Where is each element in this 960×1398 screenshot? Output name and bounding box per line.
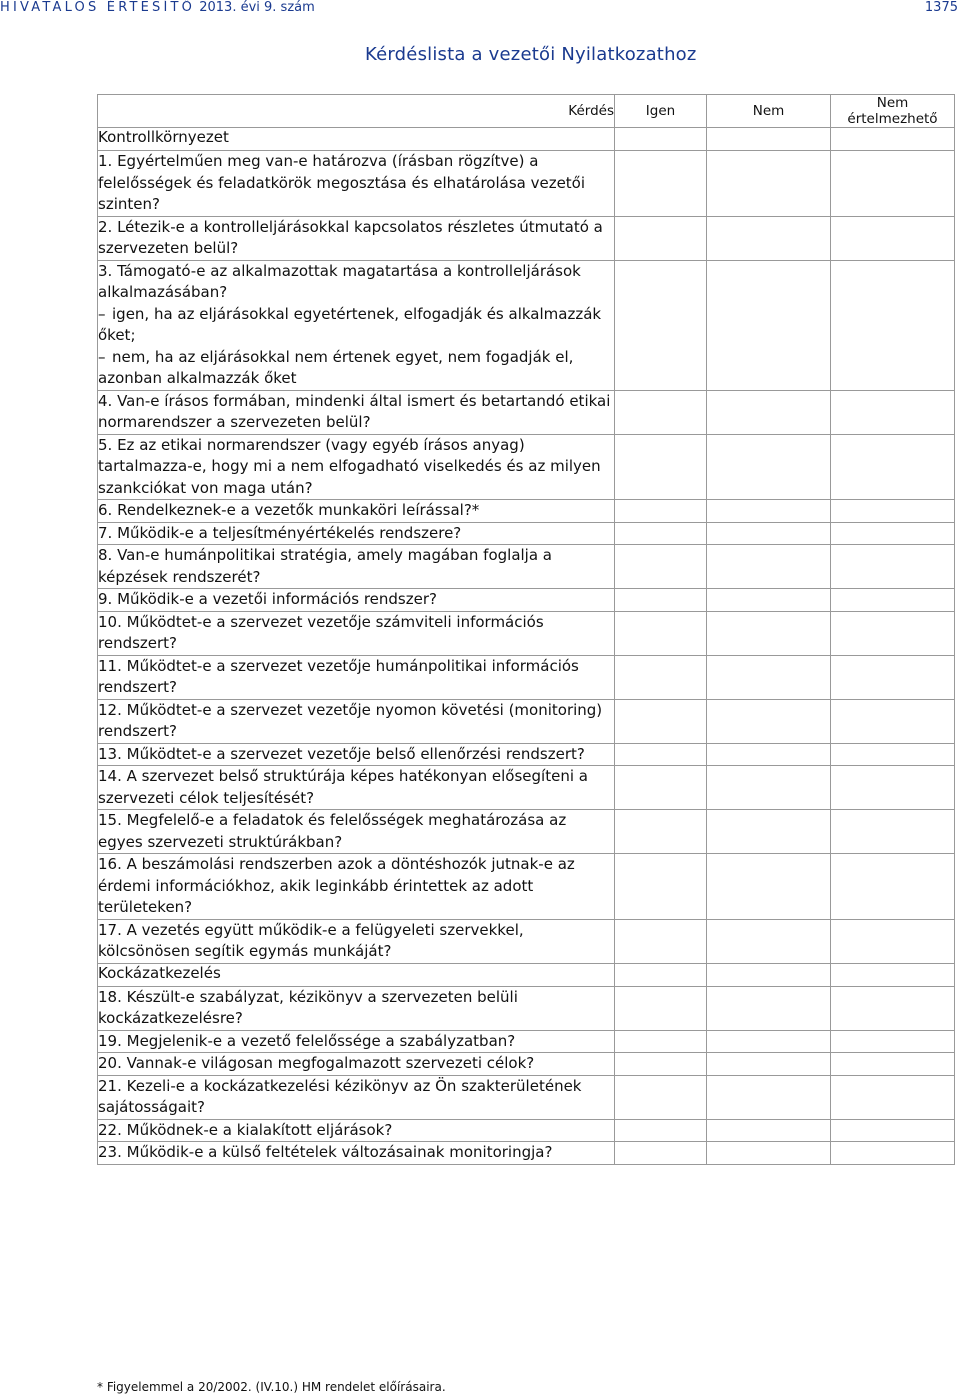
question-text: 19. Megjelenik-e a vezető felelőssége a szabályzatban? — [98, 1030, 615, 1053]
answer-cell-no[interactable] — [707, 390, 831, 434]
question-text: 12. Működtet-e a szervezet vezetője nyomon követési (monitoring) rendszert? — [98, 699, 615, 743]
table-row — [98, 522, 955, 545]
table-row — [98, 743, 955, 766]
table-row — [98, 1053, 955, 1076]
answer-cell-na[interactable] — [831, 589, 955, 612]
question-text: 11. Működtet-e a szervezet vezetője humánpolitikai információs rendszert? — [98, 655, 615, 699]
question-table — [97, 94, 955, 1165]
question-text: 6. Rendelkeznek-e a vezetők munkaköri leírással?* — [98, 500, 615, 523]
answer-cell-na[interactable] — [831, 260, 955, 390]
table-row — [98, 1075, 955, 1119]
answer-cell-no[interactable] — [707, 589, 831, 612]
page-header — [0, 0, 960, 20]
question-text: 9. Működik-e a vezetői információs rendszer? — [98, 589, 615, 612]
answer-cell-no[interactable] — [707, 545, 831, 589]
table-row — [98, 699, 955, 743]
table-row — [98, 589, 955, 612]
answer-cell-na[interactable] — [831, 1119, 955, 1142]
table-row — [98, 1030, 955, 1053]
answer-cell-no[interactable] — [707, 699, 831, 743]
answer-cell-yes[interactable] — [615, 151, 707, 217]
answer-cell-yes[interactable] — [615, 545, 707, 589]
answer-cell-no[interactable] — [707, 743, 831, 766]
answer-cell-na[interactable] — [831, 216, 955, 260]
answer-cell-na[interactable] — [831, 611, 955, 655]
question-text: 18. Készült-e szabályzat, kézikönyv a szervezeten belüli kockázatkezelésre? — [98, 986, 615, 1030]
section-row — [98, 963, 955, 986]
answer-cell-yes[interactable] — [615, 1030, 707, 1053]
table-row — [98, 655, 955, 699]
answer-cell-na[interactable] — [831, 655, 955, 699]
answer-cell-yes[interactable] — [615, 434, 707, 500]
answer-cell-no[interactable] — [707, 128, 831, 151]
journal-name: HIVATALOS ÉRTESÍTŐ — [0, 0, 196, 15]
header-yes: Igen — [615, 95, 707, 128]
answer-cell-no[interactable] — [707, 1142, 831, 1165]
answer-cell-no[interactable] — [707, 434, 831, 500]
question-cell — [98, 260, 615, 390]
answer-cell-yes[interactable] — [615, 986, 707, 1030]
answer-cell-na[interactable] — [831, 766, 955, 810]
answer-cell-yes[interactable] — [615, 854, 707, 920]
answer-cell-no[interactable] — [707, 1119, 831, 1142]
page-number: 1375 — [924, 0, 958, 15]
section-row — [98, 128, 955, 151]
answer-cell-no[interactable] — [707, 611, 831, 655]
question-text: 23. Működik-e a külső feltételek változásainak monitoringja? — [98, 1142, 615, 1165]
question-text: 20. Vannak-e világosan megfogalmazott szervezeti célok? — [98, 1053, 615, 1076]
table-row — [98, 1119, 955, 1142]
table-row — [98, 986, 955, 1030]
option-text: nem, ha az eljárásokkal nem értenek egyet, nem fogadják el, azonban alkalmazzák őket — [98, 347, 574, 387]
answer-cell-no[interactable] — [707, 986, 831, 1030]
answer-cell-na[interactable] — [831, 522, 955, 545]
option-line-no — [98, 347, 614, 390]
answer-cell-yes[interactable] — [615, 655, 707, 699]
issue-label: 2013. évi 9. szám — [199, 0, 315, 15]
answer-cell-na[interactable] — [831, 500, 955, 523]
answer-cell-no[interactable] — [707, 216, 831, 260]
answer-cell-no[interactable] — [707, 766, 831, 810]
answer-cell-yes[interactable] — [615, 589, 707, 612]
answer-cell-yes[interactable] — [615, 963, 707, 986]
answer-cell-na[interactable] — [831, 699, 955, 743]
answer-cell-na[interactable] — [831, 434, 955, 500]
table-row — [98, 216, 955, 260]
table-row — [98, 1142, 955, 1165]
answer-cell-na[interactable] — [831, 151, 955, 217]
table-row — [98, 500, 955, 523]
question-text: 21. Kezeli-e a kockázatkezelési kézikönyv az Ön szakterületének sajátosságait? — [98, 1075, 615, 1119]
answer-cell-na[interactable] — [831, 1075, 955, 1119]
table-row — [98, 611, 955, 655]
answer-cell-yes[interactable] — [615, 1119, 707, 1142]
header-not-applicable: Nem értelmezhető — [831, 95, 955, 128]
answer-cell-no[interactable] — [707, 1075, 831, 1119]
answer-cell-no[interactable] — [707, 1053, 831, 1076]
header-left — [0, 0, 315, 15]
section-label-risk-management: Kockázatkezelés — [98, 963, 615, 986]
question-text: 15. Megfelelő-e a feladatok és felelősségek meghatározása az egyes szervezeti struktúrákban? — [98, 810, 615, 854]
answer-cell-na[interactable] — [831, 810, 955, 854]
question-text: 1. Egyértelműen meg van-e határozva (írásban rögzítve) a felelősségek és feladatkörök megosztása és elhatárolása vezetői szinten? — [98, 151, 615, 217]
question-text: 7. Működik-e a teljesítményértékelés rendszere? — [98, 522, 615, 545]
answer-cell-no[interactable] — [707, 810, 831, 854]
dash-mark: – — [98, 304, 106, 323]
footnote: * Figyelemmel a 20/2002. (IV.10.) HM rendelet előírásaira. — [97, 1380, 446, 1394]
document-title: Kérdéslista a vezetői Nyilatkozathoz — [365, 44, 697, 65]
question-text: 5. Ez az etikai normarendszer (vagy egyéb írásos anyag) tartalmazza-e, hogy mi a nem elfogadható viselkedés és az milyen szankciókat von maga után? — [98, 434, 615, 500]
answer-cell-no[interactable] — [707, 500, 831, 523]
answer-cell-na[interactable] — [831, 1030, 955, 1053]
table-row — [98, 810, 955, 854]
answer-cell-na[interactable] — [831, 963, 955, 986]
table-row — [98, 766, 955, 810]
answer-cell-yes[interactable] — [615, 611, 707, 655]
question-text: 16. A beszámolási rendszerben azok a döntéshozók jutnak-e az érdemi információkhoz, akik leginkább érintettek az adott területeken? — [98, 854, 615, 920]
question-text: 4. Van-e írásos formában, mindenki által ismert és betartandó etikai normarendszer a szervezeten belül? — [98, 390, 615, 434]
question-text: 2. Létezik-e a kontrolleljárásokkal kapcsolatos részletes útmutató a szervezeten belül? — [98, 216, 615, 260]
table-row — [98, 390, 955, 434]
question-text: 22. Működnek-e a kialakított eljárások? — [98, 1119, 615, 1142]
answer-cell-na[interactable] — [831, 1142, 955, 1165]
answer-cell-na[interactable] — [831, 854, 955, 920]
question-text: 14. A szervezet belső struktúrája képes hatékonyan elősegíteni a szervezeti célok teljesítését? — [98, 766, 615, 810]
option-line-yes — [98, 304, 614, 347]
table-row — [98, 854, 955, 920]
answer-cell-yes[interactable] — [615, 1142, 707, 1165]
table-header-row — [98, 95, 955, 128]
question-text: 13. Működtet-e a szervezet vezetője belső ellenőrzési rendszert? — [98, 743, 615, 766]
answer-cell-na[interactable] — [831, 390, 955, 434]
question-text: 17. A vezetés együtt működik-e a felügyeleti szervekkel, kölcsönösen segítik egymás munkáját? — [98, 919, 615, 963]
answer-cell-yes[interactable] — [615, 500, 707, 523]
question-text: 10. Működtet-e a szervezet vezetője számviteli információs rendszert? — [98, 611, 615, 655]
table-row — [98, 260, 955, 390]
answer-cell-no[interactable] — [707, 655, 831, 699]
answer-cell-yes[interactable] — [615, 260, 707, 390]
answer-cell-yes[interactable] — [615, 1075, 707, 1119]
option-text: igen, ha az eljárásokkal egyetértenek, elfogadják és alkalmazzák őket; — [98, 304, 602, 344]
answer-cell-na[interactable] — [831, 1053, 955, 1076]
answer-cell-na[interactable] — [831, 545, 955, 589]
answer-cell-yes[interactable] — [615, 1053, 707, 1076]
section-label-control-environment: Kontrollkörnyezet — [98, 128, 615, 151]
answer-cell-no[interactable] — [707, 151, 831, 217]
answer-cell-yes[interactable] — [615, 743, 707, 766]
table-row — [98, 919, 955, 963]
dash-mark: – — [98, 347, 106, 366]
answer-cell-yes[interactable] — [615, 919, 707, 963]
answer-cell-yes[interactable] — [615, 128, 707, 151]
table-row — [98, 151, 955, 217]
table-row — [98, 434, 955, 500]
answer-cell-na[interactable] — [831, 743, 955, 766]
answer-cell-na[interactable] — [831, 919, 955, 963]
header-no: Nem — [707, 95, 831, 128]
answer-cell-yes[interactable] — [615, 699, 707, 743]
answer-cell-yes[interactable] — [615, 216, 707, 260]
question-text: 8. Van-e humánpolitikai stratégia, amely magában foglalja a képzések rendszerét? — [98, 545, 615, 589]
answer-cell-no[interactable] — [707, 260, 831, 390]
answer-cell-na[interactable] — [831, 986, 955, 1030]
answer-cell-no[interactable] — [707, 919, 831, 963]
answer-cell-yes[interactable] — [615, 766, 707, 810]
answer-cell-na[interactable] — [831, 128, 955, 151]
question-text: 3. Támogató-e az alkalmazottak magatartása a kontrolleljárások alkalmazásában? — [98, 261, 581, 301]
answer-cell-yes[interactable] — [615, 810, 707, 854]
answer-cell-no[interactable] — [707, 1030, 831, 1053]
table-row — [98, 545, 955, 589]
answer-cell-yes[interactable] — [615, 522, 707, 545]
header-question: Kérdés — [98, 95, 615, 128]
answer-cell-no[interactable] — [707, 854, 831, 920]
answer-cell-no[interactable] — [707, 522, 831, 545]
answer-cell-no[interactable] — [707, 963, 831, 986]
answer-cell-yes[interactable] — [615, 390, 707, 434]
